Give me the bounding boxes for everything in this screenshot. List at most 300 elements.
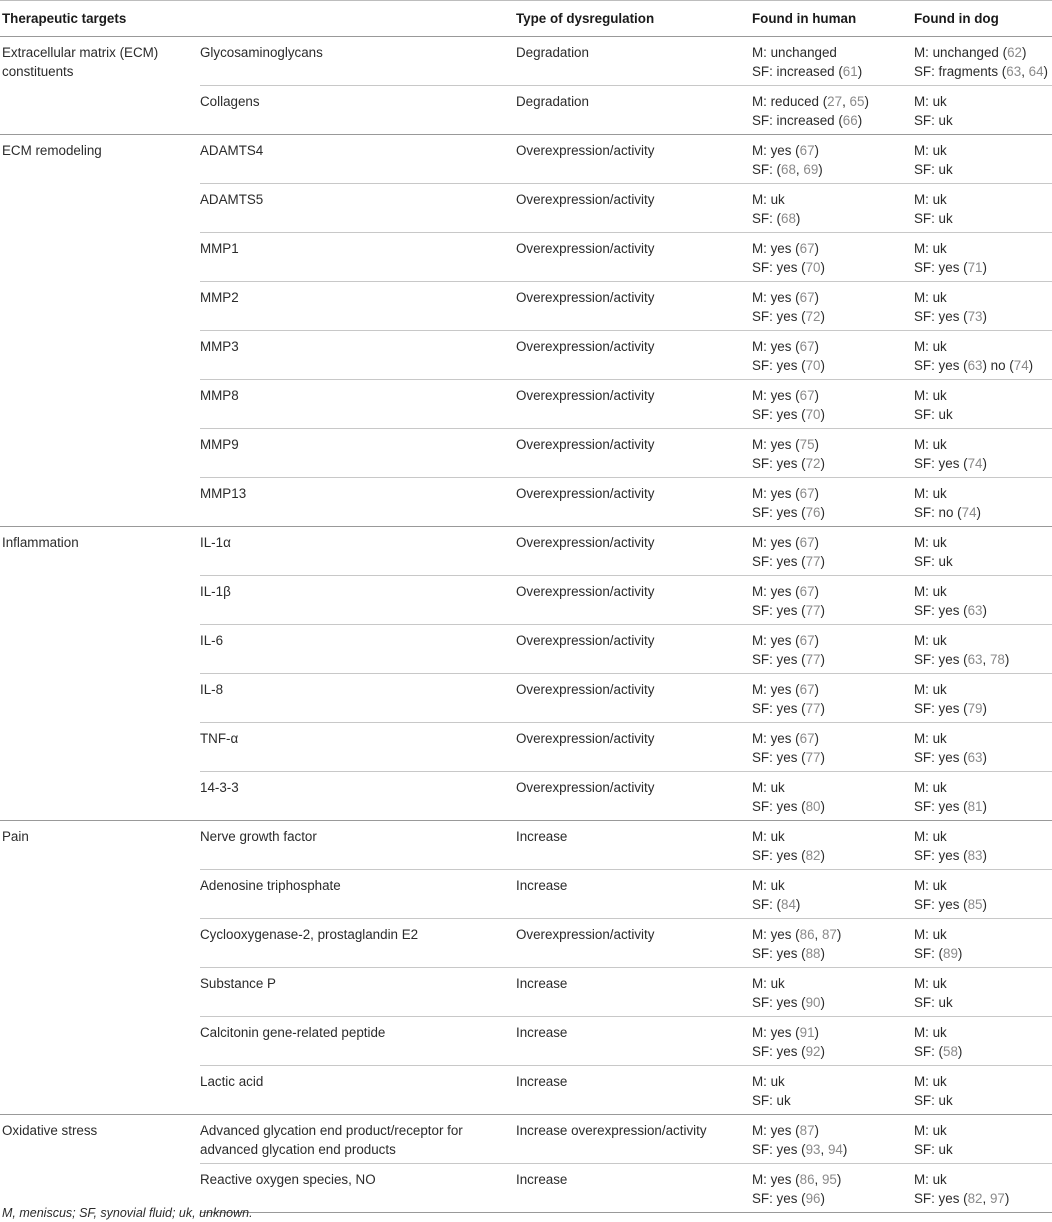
cell-line	[752, 1072, 914, 1091]
cell-text: SF: yes (	[914, 799, 968, 814]
header-found-in-human: Found in human	[752, 11, 857, 26]
cell-line	[752, 1121, 914, 1140]
reference-number: 27	[827, 94, 843, 109]
cell-line	[914, 405, 1052, 424]
dysregulation-cell: Increase	[516, 870, 752, 919]
cell-line	[914, 552, 1052, 571]
cell-text: M: yes (	[752, 290, 800, 305]
cell-line	[914, 601, 1052, 620]
dog-cell	[914, 1115, 1052, 1164]
dysregulation-cell: Degradation	[516, 86, 752, 135]
reference-number: 58	[943, 1044, 958, 1059]
cell-line	[752, 141, 914, 160]
cell-text: )	[836, 1172, 842, 1187]
cell-text: ,	[842, 94, 850, 109]
cell-text: M: unchanged	[752, 45, 837, 60]
cell-line	[914, 141, 1052, 160]
cell-text: SF: increased (	[752, 113, 843, 128]
cell-line	[752, 552, 914, 571]
cell-text: ,	[982, 1191, 990, 1206]
cell-text: )	[820, 1191, 825, 1206]
cell-text: M: yes (	[752, 143, 800, 158]
category-cell: Oxidative stress	[0, 1115, 200, 1213]
cell-text: )	[814, 682, 819, 697]
cell-text: )	[820, 554, 825, 569]
reference-number: 65	[849, 94, 865, 109]
dog-cell	[914, 184, 1052, 233]
dog-cell	[914, 380, 1052, 429]
cell-text: SF: yes (	[752, 456, 806, 471]
cell-text: )	[957, 1044, 963, 1059]
cell-line	[914, 533, 1052, 552]
dysregulation-cell: Increase	[516, 1017, 752, 1066]
cell-line	[914, 1042, 1052, 1061]
reference-number: 73	[967, 309, 983, 324]
dysregulation-cell: Overexpression/activity	[516, 625, 752, 674]
reference-number: 84	[781, 897, 796, 912]
cell-line	[752, 699, 914, 718]
reference-number: 63	[967, 652, 983, 667]
cell-text: SF: uk	[914, 1093, 953, 1108]
cell-text: SF: yes (	[752, 995, 806, 1010]
cell-text: ,	[1021, 64, 1029, 79]
cell-text: )	[795, 897, 801, 912]
reference-number: 92	[805, 1044, 821, 1059]
cell-text: )	[820, 946, 825, 961]
cell-text: SF: (	[914, 1044, 944, 1059]
cell-text: )	[982, 260, 987, 275]
cell-text: M: uk	[914, 486, 947, 501]
dog-cell	[914, 429, 1052, 478]
cell-text: M: uk	[752, 976, 785, 991]
cell-text: )	[820, 260, 825, 275]
cell-text: )	[814, 584, 819, 599]
cell-line	[914, 729, 1052, 748]
cell-text: )	[1021, 45, 1027, 60]
cell-line	[914, 503, 1052, 522]
cell-line	[752, 797, 914, 816]
reference-number: 77	[805, 603, 821, 618]
cell-line	[914, 111, 1052, 130]
cell-line	[752, 582, 914, 601]
cell-text: )	[982, 897, 987, 912]
cell-line	[752, 484, 914, 503]
reference-number: 67	[799, 584, 815, 599]
target-cell: Substance P	[200, 968, 516, 1017]
reference-number: 63	[967, 750, 983, 765]
cell-line	[752, 533, 914, 552]
target-cell: MMP2	[200, 282, 516, 331]
cell-line	[914, 356, 1052, 375]
dog-cell	[914, 331, 1052, 380]
dog-cell	[914, 625, 1052, 674]
cell-line	[914, 993, 1052, 1012]
dysregulation-cell: Overexpression/activity	[516, 380, 752, 429]
dog-cell	[914, 821, 1052, 870]
reference-number: 61	[842, 64, 858, 79]
reference-number: 70	[805, 407, 821, 422]
target-cell: Lactic acid	[200, 1066, 516, 1115]
target-cell: Calcitonin gene-related peptide	[200, 1017, 516, 1066]
target-cell: MMP3	[200, 331, 516, 380]
cell-text: SF: yes (	[752, 358, 806, 373]
reference-number: 85	[967, 897, 983, 912]
dog-cell	[914, 478, 1052, 527]
cell-text: M: uk	[914, 1172, 947, 1187]
reference-number: 70	[805, 358, 821, 373]
cell-line	[752, 111, 914, 130]
cell-text: M: uk	[914, 829, 947, 844]
human-cell	[752, 821, 914, 870]
cell-text: SF: (	[752, 211, 782, 226]
cell-line	[752, 454, 914, 473]
cell-text: )	[820, 848, 825, 863]
reference-number: 67	[799, 143, 815, 158]
human-cell	[752, 282, 914, 331]
header-row	[0, 1, 1052, 37]
cell-text: M: uk	[914, 143, 947, 158]
human-cell	[752, 1115, 914, 1164]
cell-text: SF: uk	[914, 554, 953, 569]
cell-text: )	[795, 211, 801, 226]
reference-number: 63	[967, 603, 983, 618]
cell-text: )	[864, 94, 869, 109]
cell-text: )	[857, 64, 863, 79]
reference-number: 87	[821, 927, 837, 942]
human-cell	[752, 968, 914, 1017]
cell-line	[752, 43, 914, 62]
cell-text: M: yes (	[752, 633, 800, 648]
reference-number: 90	[805, 995, 821, 1010]
cell-line	[914, 582, 1052, 601]
dog-cell	[914, 723, 1052, 772]
reference-number: 87	[799, 1123, 815, 1138]
cell-text: )	[820, 750, 825, 765]
reference-number: 80	[805, 799, 821, 814]
cell-text: )	[1028, 358, 1034, 373]
cell-line	[752, 650, 914, 669]
target-cell: ADAMTS5	[200, 184, 516, 233]
cell-line	[914, 454, 1052, 473]
cell-text: SF: yes (	[752, 1142, 806, 1157]
cell-text: )	[820, 505, 825, 520]
reference-number: 83	[967, 848, 983, 863]
cell-text: SF: yes (	[914, 358, 968, 373]
human-cell	[752, 233, 914, 282]
cell-text: ,	[814, 927, 822, 942]
cell-text: M: uk	[752, 780, 785, 795]
human-cell	[752, 429, 914, 478]
human-cell	[752, 86, 914, 135]
cell-text: M: uk	[914, 1074, 947, 1089]
dysregulation-cell: Overexpression/activity	[516, 331, 752, 380]
cell-text: ,	[820, 1142, 828, 1157]
cell-text: )	[976, 505, 982, 520]
cell-line	[914, 239, 1052, 258]
cell-line	[752, 1140, 914, 1159]
cell-text: )	[814, 1123, 819, 1138]
cell-line	[914, 827, 1052, 846]
reference-number: 72	[805, 309, 821, 324]
cell-line	[914, 43, 1052, 62]
human-cell	[752, 919, 914, 968]
reference-number: 82	[805, 848, 821, 863]
cell-text: M: uk	[914, 1123, 947, 1138]
cell-line	[914, 1072, 1052, 1091]
cell-line	[914, 1091, 1052, 1110]
target-cell: TNF-α	[200, 723, 516, 772]
human-cell	[752, 331, 914, 380]
cell-text: SF: yes (	[914, 750, 968, 765]
cell-line	[914, 62, 1052, 81]
cell-text: SF: yes (	[752, 848, 806, 863]
cell-text: )	[982, 603, 987, 618]
header-target-name	[200, 1, 516, 37]
cell-line	[914, 1023, 1052, 1042]
cell-line	[914, 631, 1052, 650]
dysregulation-cell: Overexpression/activity	[516, 674, 752, 723]
cell-text: )	[814, 143, 819, 158]
human-cell	[752, 1066, 914, 1115]
cell-line	[914, 778, 1052, 797]
cell-text: )	[1004, 652, 1010, 667]
cell-text: SF: yes (	[752, 750, 806, 765]
cell-text: )	[814, 486, 819, 501]
cell-line	[752, 631, 914, 650]
table-footnote: M, meniscus; SF, synovial fluid; uk, unknown.	[2, 1206, 253, 1220]
cell-text: )	[982, 701, 987, 716]
cell-text: M: uk	[914, 878, 947, 893]
reference-number: 77	[805, 701, 821, 716]
cell-line	[914, 337, 1052, 356]
cell-text: SF: (	[752, 897, 782, 912]
cell-text: )	[814, 633, 819, 648]
dog-cell	[914, 674, 1052, 723]
table-row	[0, 37, 1052, 86]
reference-number: 91	[799, 1025, 815, 1040]
dysregulation-cell: Increase	[516, 1066, 752, 1115]
cell-text: M: uk	[914, 192, 947, 207]
dysregulation-cell: Overexpression/activity	[516, 919, 752, 968]
cell-text: M: uk	[752, 829, 785, 844]
human-cell	[752, 1017, 914, 1066]
reference-number: 67	[799, 339, 815, 354]
cell-text: M: uk	[914, 584, 947, 599]
human-cell	[752, 576, 914, 625]
target-cell: Reactive oxygen species, NO	[200, 1164, 516, 1213]
cell-text: )	[814, 339, 819, 354]
cell-text: SF: yes (	[914, 1191, 968, 1206]
cell-text: M: yes (	[752, 682, 800, 697]
cell-text: )	[814, 731, 819, 746]
cell-text: M: uk	[914, 1025, 947, 1040]
dog-cell	[914, 968, 1052, 1017]
cell-text: M: yes (	[752, 535, 800, 550]
cell-text: )	[836, 927, 842, 942]
cell-text: SF: yes (	[914, 456, 968, 471]
cell-text: )	[814, 388, 819, 403]
cell-line	[914, 944, 1052, 963]
cell-line	[752, 778, 914, 797]
cell-line	[752, 62, 914, 81]
cell-text: SF: yes (	[752, 946, 806, 961]
cell-text: M: yes (	[752, 584, 800, 599]
cell-text: )	[857, 113, 863, 128]
cell-line	[752, 435, 914, 454]
cell-text: )	[814, 290, 819, 305]
cell-text: M: uk	[914, 976, 947, 991]
table-row	[0, 1115, 1052, 1164]
dog-cell	[914, 576, 1052, 625]
cell-text: ,	[982, 652, 990, 667]
cell-text: )	[814, 437, 819, 452]
cell-text: SF: yes (	[752, 505, 806, 520]
cell-line	[914, 1140, 1052, 1159]
reference-number: 67	[799, 241, 815, 256]
table-body	[0, 37, 1052, 1213]
cell-line	[752, 209, 914, 228]
cell-text: )	[982, 309, 987, 324]
cell-text: SF: yes (	[914, 848, 968, 863]
dog-cell	[914, 870, 1052, 919]
reference-number: 70	[805, 260, 821, 275]
cell-text: M: uk	[914, 731, 947, 746]
cell-line	[752, 258, 914, 277]
cell-line	[752, 190, 914, 209]
cell-text: M: uk	[752, 192, 785, 207]
cell-text: SF: yes (	[752, 407, 806, 422]
human-cell	[752, 870, 914, 919]
cell-text: M: yes (	[752, 1025, 800, 1040]
cell-line	[752, 944, 914, 963]
cell-line	[752, 846, 914, 865]
target-cell: Collagens	[200, 86, 516, 135]
cell-line	[752, 239, 914, 258]
reference-number: 74	[967, 456, 983, 471]
reference-number: 77	[805, 554, 821, 569]
cell-text: SF: no (	[914, 505, 962, 520]
dysregulation-cell: Overexpression/activity	[516, 233, 752, 282]
cell-text: SF: yes (	[752, 799, 806, 814]
cell-text: SF: yes (	[752, 701, 806, 716]
dog-cell	[914, 135, 1052, 184]
reference-number: 67	[799, 486, 815, 501]
cell-text: M: unchanged (	[914, 45, 1008, 60]
header-found-in-dog: Found in dog	[914, 11, 999, 26]
dysregulation-cell: Overexpression/activity	[516, 429, 752, 478]
cell-text: M: yes (	[752, 388, 800, 403]
cell-text: )	[820, 456, 825, 471]
cell-line	[752, 307, 914, 326]
human-cell	[752, 478, 914, 527]
reference-number: 64	[1028, 64, 1044, 79]
dog-cell	[914, 1164, 1052, 1213]
cell-line	[914, 895, 1052, 914]
reference-number: 67	[799, 388, 815, 403]
cell-text: SF: uk	[914, 162, 953, 177]
reference-number: 72	[805, 456, 821, 471]
cell-line	[752, 1042, 914, 1061]
cell-line	[914, 1121, 1052, 1140]
cell-line	[914, 650, 1052, 669]
target-cell: IL-6	[200, 625, 516, 674]
target-cell: 14-3-3	[200, 772, 516, 821]
human-cell	[752, 723, 914, 772]
target-cell: MMP8	[200, 380, 516, 429]
cell-text: M: yes (	[752, 731, 800, 746]
cell-text: )	[820, 995, 825, 1010]
cell-text: )	[982, 799, 987, 814]
cell-text: M: uk	[914, 290, 947, 305]
cell-line	[752, 1023, 914, 1042]
cell-line	[914, 160, 1052, 179]
cell-line	[914, 258, 1052, 277]
cell-line	[752, 288, 914, 307]
cell-line	[914, 190, 1052, 209]
reference-number: 82	[967, 1191, 983, 1206]
cell-text: SF: yes (	[914, 897, 968, 912]
reference-number: 76	[805, 505, 821, 520]
human-cell	[752, 135, 914, 184]
cell-line	[752, 1091, 914, 1110]
cell-line	[914, 1189, 1052, 1208]
cell-text: SF: uk	[914, 1142, 953, 1157]
dysregulation-cell: Overexpression/activity	[516, 184, 752, 233]
cell-text: SF: yes (	[752, 1191, 806, 1206]
human-cell	[752, 527, 914, 576]
cell-line	[914, 484, 1052, 503]
cell-text: M: uk	[914, 339, 947, 354]
category-cell: ECM remodeling	[0, 135, 200, 527]
cell-line	[752, 1189, 914, 1208]
cell-text: SF: increased (	[752, 64, 843, 79]
reference-number: 67	[799, 290, 815, 305]
cell-text: SF: yes (	[752, 260, 806, 275]
cell-text: M: yes (	[752, 241, 800, 256]
category-cell: Extracellular matrix (ECM) constituents	[0, 37, 200, 135]
human-cell	[752, 625, 914, 674]
cell-line	[752, 993, 914, 1012]
category-cell: Pain	[0, 821, 200, 1115]
dog-cell	[914, 527, 1052, 576]
cell-text: M: uk	[914, 535, 947, 550]
reference-number: 86	[799, 927, 815, 942]
cell-line	[752, 748, 914, 767]
reference-number: 74	[1013, 358, 1029, 373]
dysregulation-cell: Increase	[516, 1164, 752, 1213]
cell-text: )	[820, 701, 825, 716]
cell-text: )	[982, 848, 987, 863]
target-cell: Cyclooxygenase-2, prostaglandin E2	[200, 919, 516, 968]
cell-line	[752, 895, 914, 914]
cell-text: )	[820, 358, 825, 373]
reference-number: 89	[943, 946, 958, 961]
cell-line	[752, 92, 914, 111]
dysregulation-cell: Overexpression/activity	[516, 527, 752, 576]
cell-line	[752, 160, 914, 179]
cell-text: SF: uk	[914, 407, 953, 422]
reference-number: 95	[821, 1172, 837, 1187]
target-cell: IL-1β	[200, 576, 516, 625]
reference-number: 78	[989, 652, 1005, 667]
reference-number: 94	[827, 1142, 843, 1157]
cell-text: SF: yes (	[752, 603, 806, 618]
reference-number: 68	[781, 211, 796, 226]
cell-text: SF: yes (	[752, 554, 806, 569]
cell-text: SF: yes (	[752, 1044, 806, 1059]
cell-text: )	[842, 1142, 848, 1157]
cell-text: SF: uk	[914, 113, 953, 128]
